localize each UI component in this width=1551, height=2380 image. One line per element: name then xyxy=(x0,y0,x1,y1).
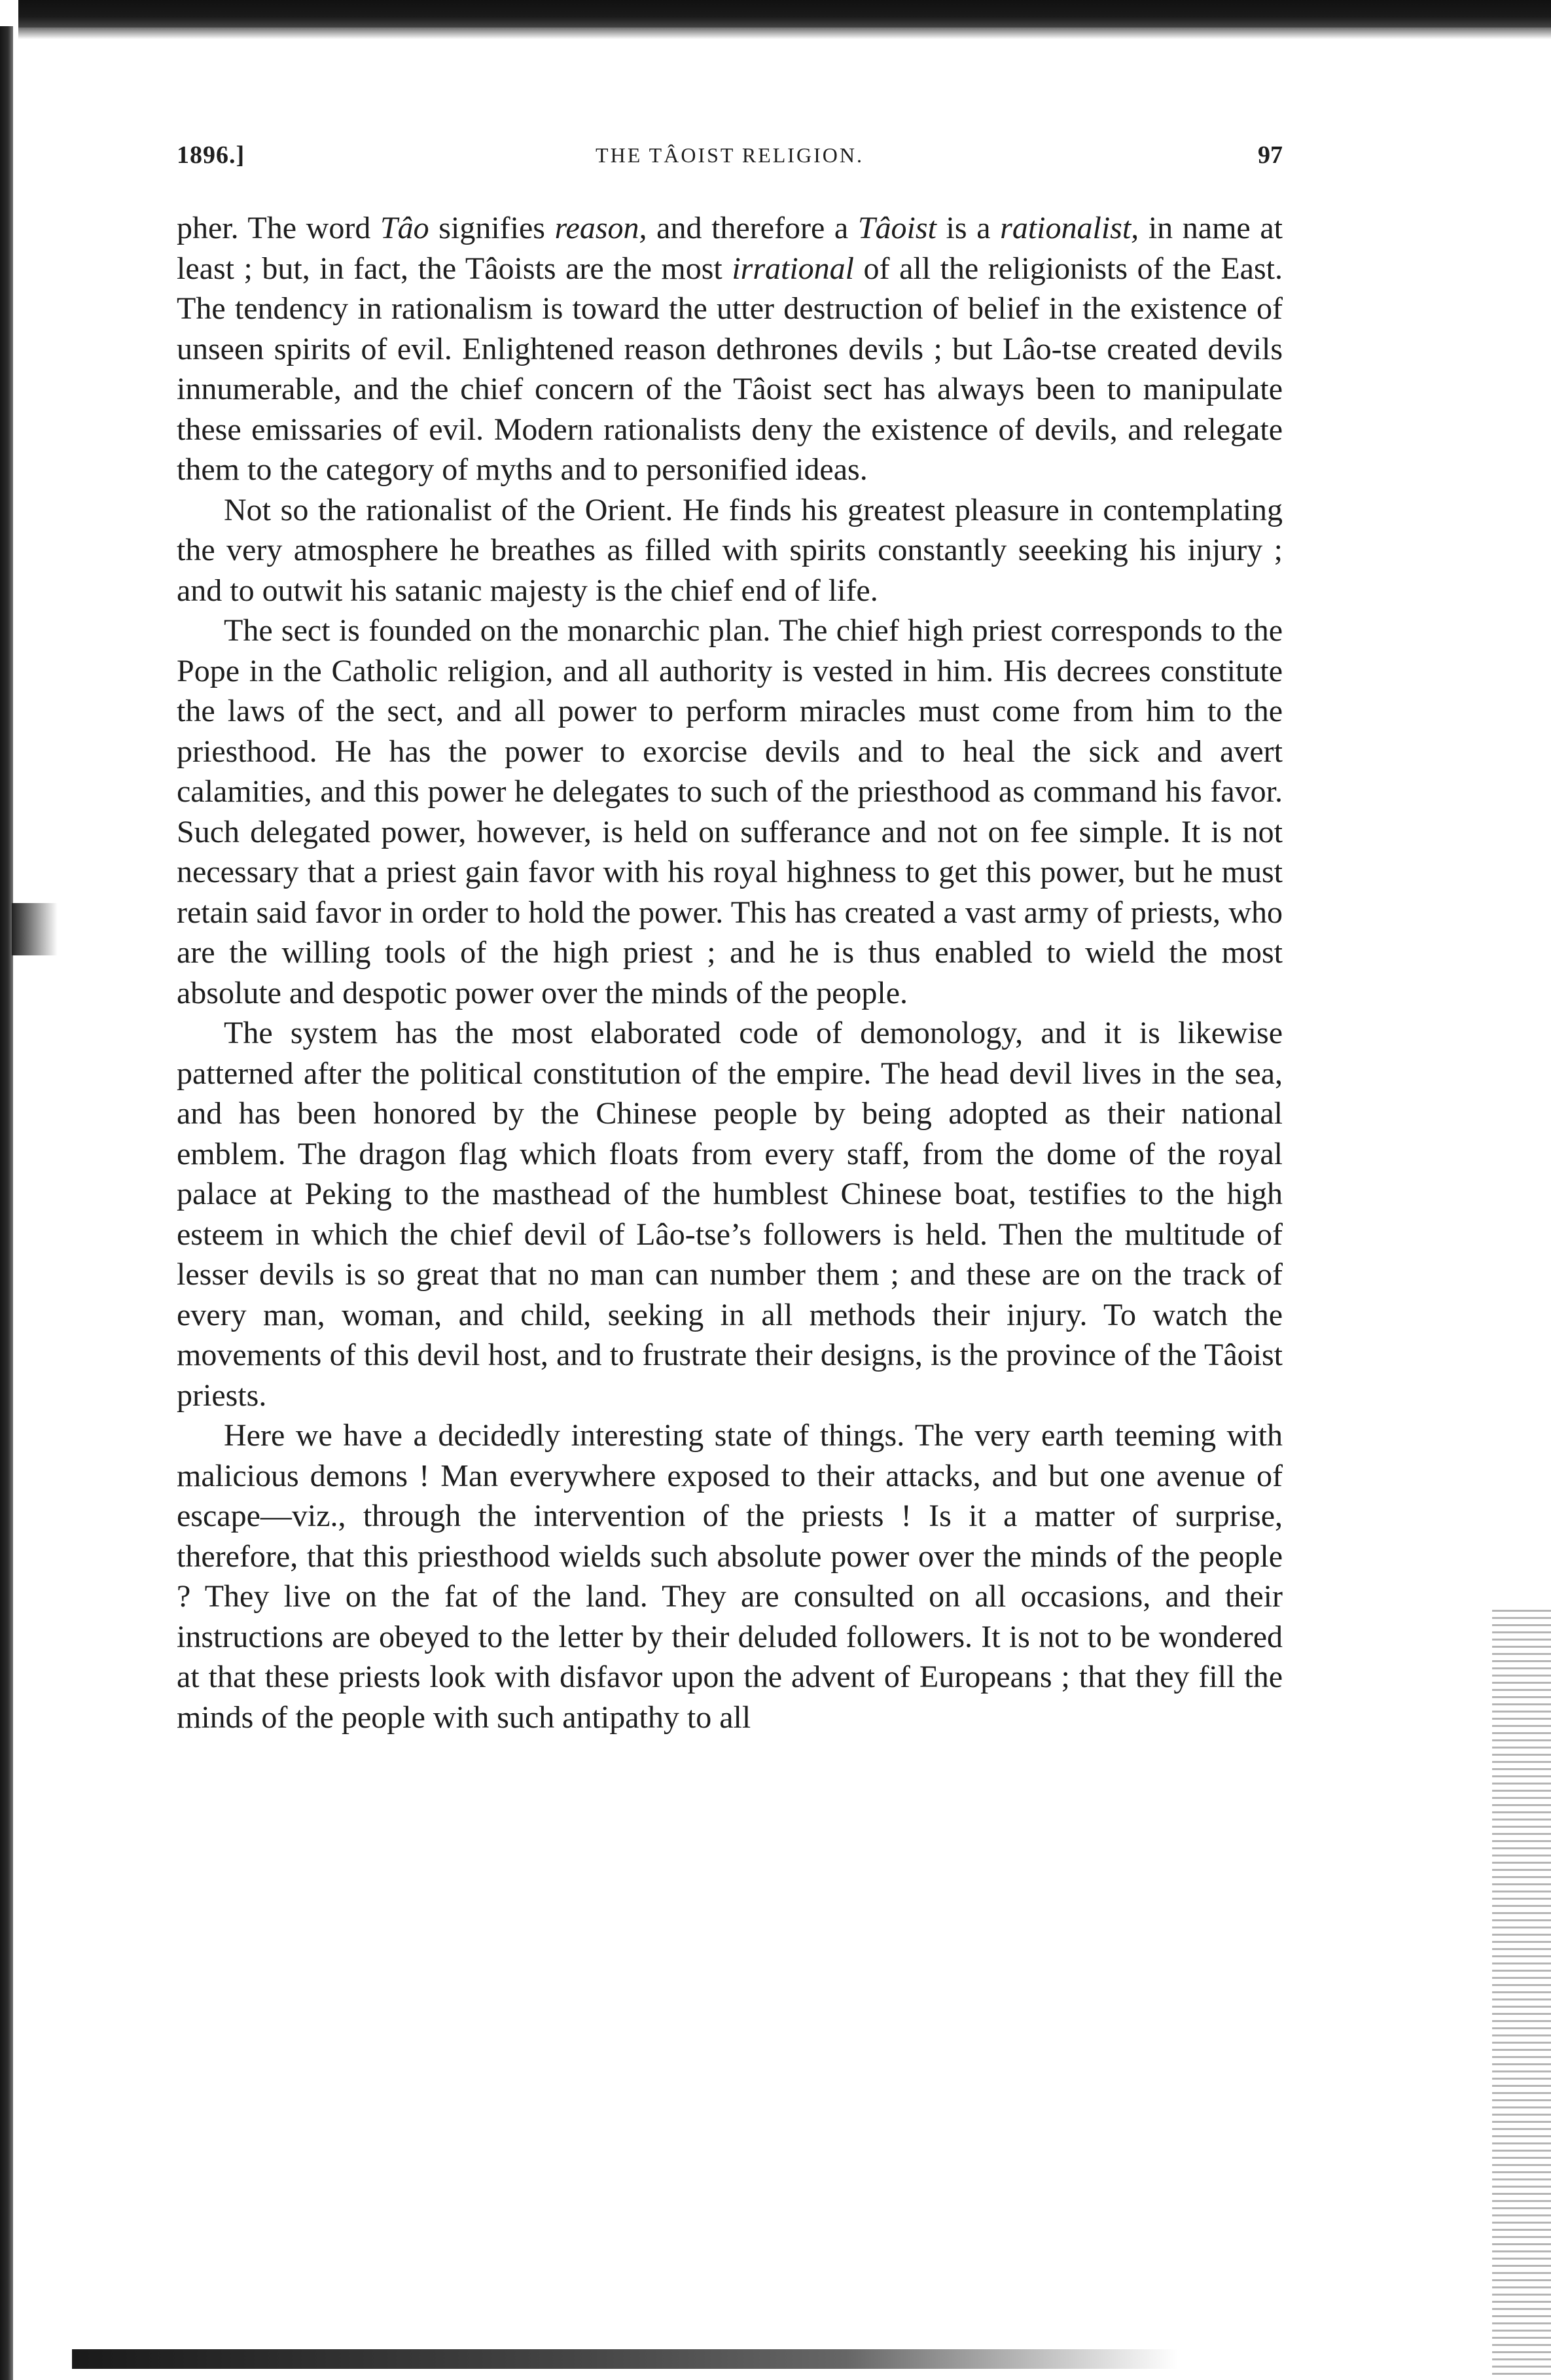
page-body xyxy=(177,208,1283,1737)
paragraph-1 xyxy=(177,208,1283,490)
text-run: of all the religionists of the East. The tendency in rationalism is toward the utter destruction of belief in the existence of unseen spirits of evil. Enlightened reason dethrones devils ; but Lâo-tse created devils innumerable, and the chief concern of the Tâoist sect has always been to manipulate these emissaries of evil. Modern rationalists deny the existence of devils, and relegate them to the category of myths and to personified ideas. xyxy=(177,251,1283,487)
text-run: The system has the most elaborated code of demonology, and it is likewise patterned after the political constitution of the empire. The head devil lives in the sea, and has been honored by the Chinese people by being adopted as their national emblem. The dragon flag which floats from every staff, from the dome of the royal palace at Peking to the masthead of the humblest Chinese boat, testifies to the high esteem in which the chief devil of Lâo-tse’s followers is held. Then the multitude of lesser devils is so great that no man can number them ; and these are on the track of every man, woman, and child, seeking in all methods their injury. To watch the movements of this devil host, and to frustrate their designs, is the province of the Tâoist priests. xyxy=(177,1016,1283,1413)
italic-term: Tâoist xyxy=(857,211,936,245)
text-run: The sect is founded on the monarchic plan. The chief high priest corresponds to the Pope in the Catholic religion, and all authority is vested in him. His decrees constitute the laws of the sect, and all power to perform miracles must come from him to the priesthood. He has the power to exorcise devils and to heal the sick and avert calamities, and this power he delegates to such of the priesthood as command his favor. Such delegated power, however, is held on sufferance and not on fee simple. It is not necessary that a priest gain favor with his royal highness to get this power, but he must retain said favor in order to hold the power. This has created a vast army of priests, who are the willing tools of the high priest ; and he is thus enabled to wield the most absolute and despotic power over the minds of the people. xyxy=(177,613,1283,1010)
text-run: and therefore a xyxy=(647,211,858,245)
scan-left-smudge xyxy=(12,903,58,955)
running-header xyxy=(177,141,1283,180)
paragraph-2 xyxy=(177,490,1283,611)
text-run: in name at least ; but, in fact, the Tâoists are the most xyxy=(177,211,1283,286)
page-number: 97 xyxy=(1258,141,1283,169)
paragraph-3 xyxy=(177,611,1283,1013)
italic-term: irrational xyxy=(732,251,855,286)
paragraph-5 xyxy=(177,1415,1283,1737)
paragraph-4 xyxy=(177,1013,1283,1415)
italic-term: rationalist, xyxy=(1000,211,1139,245)
italic-term: reason, xyxy=(554,211,647,245)
text-run: signifies xyxy=(429,211,555,245)
text-run: pher. The word xyxy=(177,211,380,245)
header-year: 1896.] xyxy=(177,141,245,169)
text-run: Here we have a decidedly interesting state of things. The very earth teeming with malicious demons ! Man everywhere exposed to their attacks, and but one avenue of escape—viz., through the intervention of the priests ! Is it a matter of surprise, therefore, that this priesthood wields such absolute power over the minds of the people ? They live on the fat of the land. They are consulted on all occasions, and their instructions are obeyed to the letter by their deluded followers. It is not to be wondered at that these priests look with disfavor upon the advent of Europeans ; that they fill the minds of the people with such antipathy to all xyxy=(177,1418,1283,1735)
text-run: is a xyxy=(936,211,1001,245)
scan-bottom-border xyxy=(72,2349,1178,2369)
scan-left-border xyxy=(0,26,13,2380)
scan-right-speckle xyxy=(1492,1610,1551,2380)
header-title: THE TÂOIST RELIGION. xyxy=(596,143,864,167)
text-run: Not so the rationalist of the Orient. He finds his greatest pleasure in contemplating the very atmosphere he breathes as filled with spirits constantly seeeking his injury ; and to outwit his satanic majesty is the chief end of life. xyxy=(177,492,1283,608)
scan-top-border xyxy=(18,0,1551,27)
italic-term: Tâo xyxy=(380,211,429,245)
